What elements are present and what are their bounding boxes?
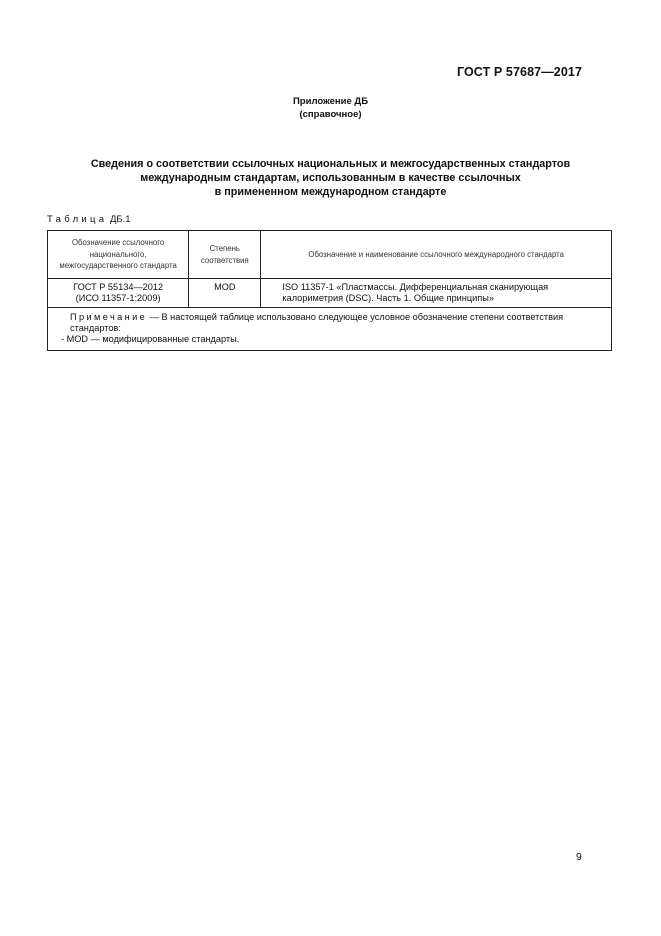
table-header-row <box>48 231 612 279</box>
international-standard-cell: ISO 11357-1 «Пластмассы. Дифференциальная сканирующая калориметрия (DSC). Часть 1. Общие принципы» <box>261 279 612 308</box>
appendix-type: (справочное) <box>299 109 362 120</box>
degree-cell: MOD <box>189 279 261 308</box>
note-label: Примечание <box>70 312 148 322</box>
appendix-name: Приложение ДБ <box>292 96 369 107</box>
table-row <box>48 279 612 308</box>
table-note-row <box>48 308 612 351</box>
national-standard-code: ГОСТ Р 55134—2012 <box>73 282 164 292</box>
table-caption-number: ДБ.1 <box>110 214 131 225</box>
section-title <box>40 158 621 199</box>
correspondence-table <box>47 230 612 351</box>
header-international-standard: Обозначение и наименование ссылочного международного стандарта <box>261 231 612 279</box>
header-degree: Степень соответствия <box>189 231 261 279</box>
title-line-1: Сведения о соответствии ссылочных национальных и межгосударственных стандартов <box>90 158 571 170</box>
title-line-3: в примененном международном стандарте <box>214 185 447 198</box>
header-national-standard: Обозначение ссылочного национального, межгосударственного стандарта <box>48 231 189 279</box>
title-line-2: международным стандартам, использованным в качестве ссылочных <box>140 171 521 184</box>
note-text: — В настоящей таблице использовано следующее условное обозначение степени соответствия стандартов: <box>70 312 564 334</box>
table-note <box>48 308 612 351</box>
appendix-heading <box>0 95 661 121</box>
page-number: 9 <box>576 851 582 863</box>
iso-equivalent-code: (ИСО 11357-1:2009) <box>75 293 161 303</box>
table-caption <box>47 214 131 225</box>
note-lead <box>56 312 605 334</box>
document-code: ГОСТ Р 57687—2017 <box>456 65 582 79</box>
national-standard-cell <box>48 279 189 308</box>
note-item: - MOD — модифицированные стандарты. <box>61 334 240 345</box>
table-caption-word: Таблица <box>47 214 108 225</box>
